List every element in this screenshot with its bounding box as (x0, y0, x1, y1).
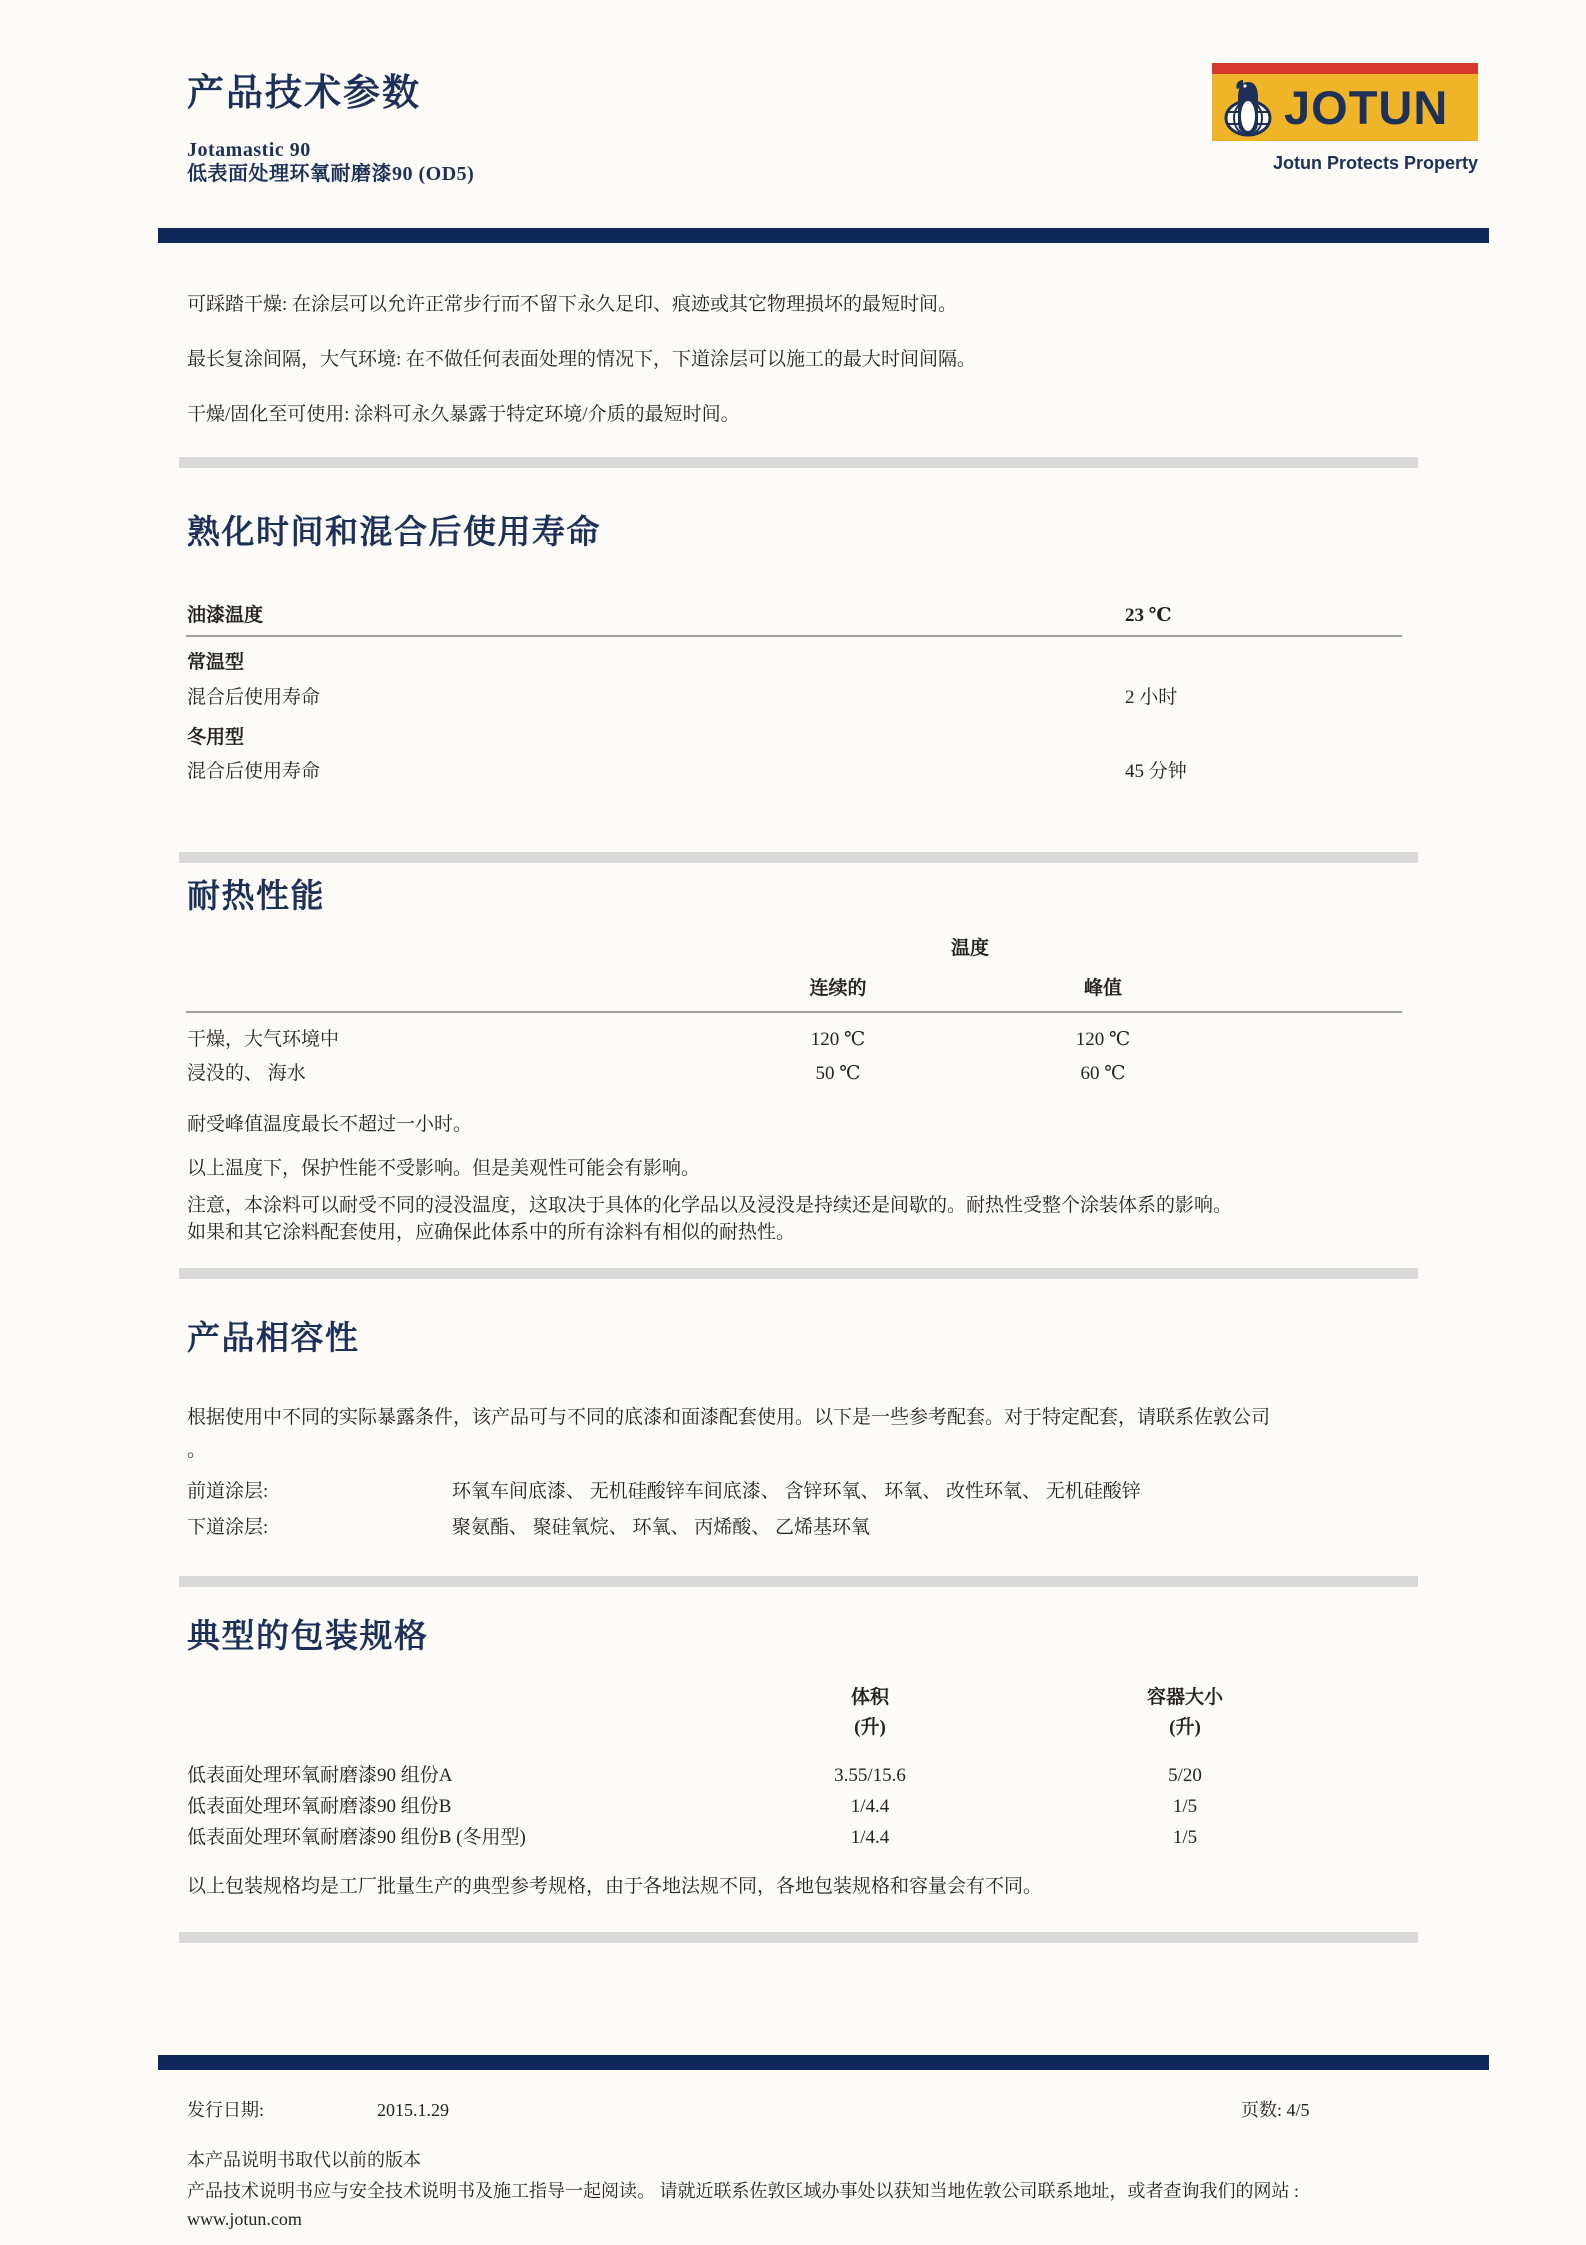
packaging-row-size: 1/5 (1172, 1796, 1198, 1817)
curing-row-value: 45 分钟 (1125, 761, 1187, 782)
footer-website-link[interactable]: www.jotun.com (187, 2209, 302, 2229)
heat-row-peak: 60 ℃ (1080, 1063, 1126, 1084)
footer-issue-date-value: 2015.1.29 (377, 2100, 449, 2120)
curing-table-rule (186, 635, 1402, 637)
intro-paragraph-1: 可踩踏干燥: 在涂层可以允许正常步行而不留下永久足印、痕迹或其它物理损坏的最短时间。 (187, 294, 958, 315)
footer-pages-value: 4/5 (1286, 2100, 1310, 2120)
section-heading-packaging: 典型的包装规格 (187, 1619, 429, 1655)
section-divider-bar (179, 1268, 1418, 1279)
heat-row-peak: 120 ℃ (1075, 1029, 1131, 1050)
packaging-col-size: 容器大小 (1146, 1687, 1223, 1708)
footer-pages (1241, 2098, 1310, 2122)
packaging-row-size: 5/20 (1168, 1765, 1202, 1786)
compatibility-row-value: 聚氨酯、 聚硅氧烷、 环氧、 丙烯酸、 乙烯基环氧 (452, 1517, 871, 1538)
section-divider-bar (179, 852, 1418, 863)
compatibility-row-value: 环氧车间底漆、 无机硅酸锌车间底漆、 含锌环氧、 环氧、 改性环氧、 无机硅酸锌 (452, 1481, 1141, 1502)
footer-note-2: 产品技术说明书应与安全技术说明书及施工指导一起阅读。 请就近联系佐敦区域办事处以获知当地佐敦公司联系地址，或者查询我们的网站 : (187, 2181, 1299, 2201)
product-name-cn: 低表面处理环氧耐磨漆90 (OD5) (187, 163, 475, 185)
section-divider-bar (179, 457, 1418, 468)
product-name-en: Jotamastic 90 (187, 139, 311, 161)
section-divider-bar (179, 1932, 1418, 1943)
section-heading-compatibility: 产品相容性 (187, 1321, 360, 1357)
curing-row-value: 2 小时 (1125, 687, 1178, 708)
heat-table-col-continuous: 连续的 (809, 978, 867, 999)
curing-table-header-label: 油漆温度 (187, 605, 264, 626)
heat-row-label: 浸没的、 海水 (187, 1063, 306, 1084)
packaging-row-label: 低表面处理环氧耐磨漆90 组份B (187, 1796, 452, 1817)
compatibility-intro-line1: 根据使用中不同的实际暴露条件，该产品可与不同的底漆和面漆配套使用。以下是一些参考配套。对于特定配套，请联系佐敦公司 (187, 1407, 1271, 1428)
heat-table-col-peak: 峰值 (1083, 978, 1122, 999)
intro-paragraph-3: 干燥/固化至可使用: 涂料可永久暴露于特定环境/介质的最短时间。 (187, 404, 740, 425)
heat-table-temp-header: 温度 (950, 938, 989, 959)
curing-row-label: 混合后使用寿命 (187, 761, 321, 782)
packaging-row-label: 低表面处理环氧耐磨漆90 组份A (187, 1765, 453, 1786)
heat-note-3-line2: 如果和其它涂料配套使用，应确保此体系中的所有涂料有相似的耐热性。 (187, 1222, 796, 1243)
packaging-col-size-unit: (升) (1169, 1717, 1201, 1738)
packaging-row-label: 低表面处理环氧耐磨漆90 组份B (冬用型) (187, 1827, 526, 1848)
section-heading-curing: 熟化时间和混合后使用寿命 (187, 515, 601, 551)
jotun-logo (1212, 63, 1478, 174)
curing-group2-title: 冬用型 (187, 727, 245, 748)
jotun-tagline: Jotun Protects Property (1272, 153, 1478, 173)
heat-row-continuous: 120 ℃ (810, 1029, 866, 1050)
heat-table-rule (186, 1011, 1402, 1013)
footer-divider-bar (158, 2055, 1489, 2070)
footer-pages-label: 页数: (1241, 2100, 1283, 2120)
intro-paragraph-2: 最长复涂间隔，大气环境: 在不做任何表面处理的情况下，下道涂层可以施工的最大时间间隔。 (187, 349, 977, 370)
heat-note-1: 耐受峰值温度最长不超过一小时。 (187, 1114, 473, 1135)
packaging-col-volume-unit: (升) (854, 1717, 886, 1738)
compatibility-row-label: 前道涂层: (187, 1481, 269, 1502)
header-divider-bar (158, 228, 1489, 243)
jotun-logo-box (1212, 63, 1478, 141)
compatibility-row-label: 下道涂层: (187, 1517, 269, 1538)
packaging-row-size: 1/5 (1172, 1827, 1198, 1848)
footer-note-1: 本产品说明书取代以前的版本 (187, 2150, 421, 2170)
packaging-col-volume: 体积 (850, 1687, 889, 1708)
heat-note-3-line1: 注意，本涂料可以耐受不同的浸没温度，这取决于具体的化学品以及浸没是持续还是间歇的。耐热性受整个涂装体系的影响。 (187, 1195, 1233, 1216)
heat-row-label: 干燥，大气环境中 (187, 1029, 340, 1050)
section-divider-bar (179, 1576, 1418, 1587)
jotun-logo-text: JOTUN (1284, 81, 1449, 134)
heat-note-2: 以上温度下，保护性能不受影响。但是美观性可能会有影响。 (187, 1158, 701, 1179)
penguin-globe-icon (1220, 78, 1280, 138)
packaging-row-volume: 1/4.4 (850, 1827, 890, 1848)
compatibility-intro-line2: 。 (187, 1440, 207, 1461)
packaging-note: 以上包装规格均是工厂批量生产的典型参考规格，由于各地法规不同，各地包装规格和容量会有不同。 (187, 1876, 1043, 1897)
heat-row-continuous: 50 ℃ (815, 1063, 861, 1084)
packaging-row-volume: 1/4.4 (850, 1796, 890, 1817)
footer-issue-date-label: 发行日期: (187, 2100, 265, 2120)
curing-row-label: 混合后使用寿命 (187, 687, 321, 708)
curing-table-header-value: 23 ℃ (1125, 605, 1172, 626)
heat-note-3 (187, 1192, 1497, 1246)
packaging-row-volume: 3.55/15.6 (834, 1765, 906, 1786)
curing-group1-title: 常温型 (187, 652, 245, 673)
page-title: 产品技术参数 (187, 73, 421, 114)
section-heading-heat: 耐热性能 (187, 879, 325, 915)
